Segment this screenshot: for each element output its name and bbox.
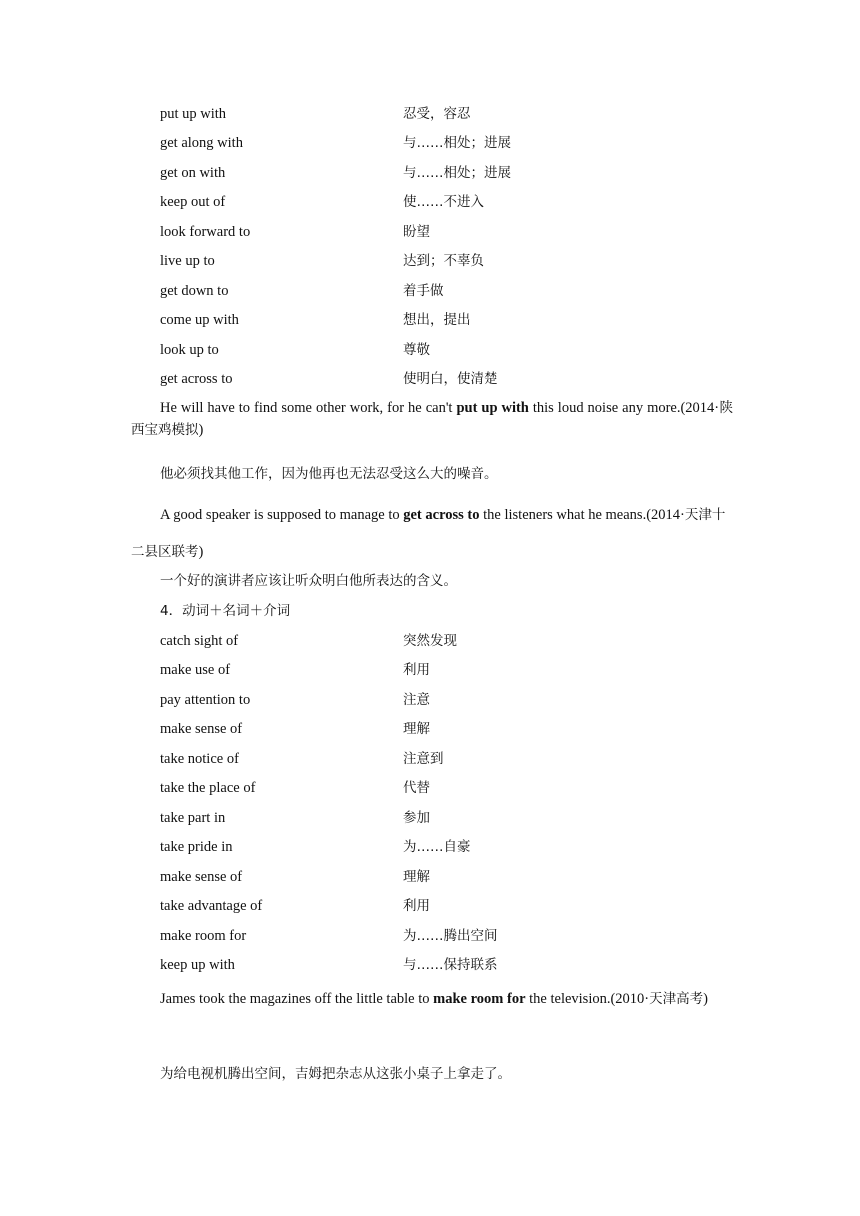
phrase-term: keep out of: [160, 194, 226, 210]
phrase-meaning: 着手做: [403, 283, 444, 299]
example-source: 陕西宝鸡模拟: [131, 400, 733, 438]
section-heading: 4．动词＋名词＋介词: [160, 603, 291, 619]
phrase-term: take the place of: [160, 780, 256, 796]
example-sentence-3: [131, 981, 733, 1018]
phrase-meaning: 达到；不辜负: [403, 253, 484, 269]
phrase-term: get down to: [160, 283, 229, 299]
phrase-term: take part in: [160, 810, 226, 826]
phrase-meaning: 代替: [403, 780, 430, 796]
phrase-term: get on with: [160, 165, 226, 181]
phrase-meaning: 注意到: [403, 751, 444, 767]
example-text: this loud noise any more.(2014·: [528, 400, 720, 416]
phrase-meaning: 使明白，使清楚: [403, 371, 498, 387]
example-text: ): [198, 544, 204, 560]
phrase-term: look forward to: [160, 224, 251, 240]
example-text: the listeners what he means.(2014·: [479, 507, 685, 523]
phrase-meaning: 为……腾出空间: [403, 928, 498, 944]
phrase-term: get along with: [160, 135, 243, 151]
example-source: 天津十二县区联考: [131, 507, 726, 560]
phrase-meaning: 与……保持联系: [403, 957, 498, 973]
example-translation-2: 一个好的演讲者应该让听众明白他所表达的含义。: [160, 573, 457, 589]
phrase-meaning: 突然发现: [403, 633, 457, 649]
phrase-meaning: 参加: [403, 810, 430, 826]
phrase-meaning: 使……不进入: [403, 194, 484, 210]
phrase-term: make room for: [160, 928, 247, 944]
phrase-term: live up to: [160, 253, 215, 269]
example-text: ): [703, 991, 708, 1007]
phrase-term: keep up with: [160, 957, 235, 973]
phrase-term: come up with: [160, 312, 239, 328]
example-text: James took the magazines off the little table to: [160, 991, 434, 1007]
example-translation-3: 为给电视机腾出空间，吉姆把杂志从这张小桌子上拿走了。: [160, 1066, 511, 1082]
phrase-meaning: 想出，提出: [403, 312, 471, 328]
phrase-term: take notice of: [160, 751, 239, 767]
phrase-term: take pride in: [160, 839, 233, 855]
example-highlight: make room for: [433, 991, 526, 1007]
phrase-meaning: 尊敬: [403, 342, 430, 358]
phrase-term: put up with: [160, 106, 227, 122]
phrase-meaning: 与……相处；进展: [403, 165, 511, 181]
phrase-term: look up to: [160, 342, 219, 358]
phrase-term: make use of: [160, 662, 231, 678]
example-sentence-2: [131, 497, 733, 571]
example-sentence-1: [131, 397, 733, 441]
example-text: ): [198, 422, 204, 438]
example-text: He will have to find some other work, for he can't: [160, 400, 457, 416]
example-source: 天津高考: [649, 991, 704, 1007]
phrase-term: pay attention to: [160, 692, 251, 708]
phrase-meaning: 为……自豪: [403, 839, 471, 855]
phrase-term: catch sight of: [160, 633, 239, 649]
example-text: the television.(2010·: [525, 991, 650, 1007]
phrase-term: take advantage of: [160, 898, 263, 914]
phrase-meaning: 忍受，容忍: [403, 106, 471, 122]
phrase-meaning: 理解: [403, 869, 430, 885]
phrase-term: get across to: [160, 371, 233, 387]
example-text: A good speaker is supposed to manage to: [160, 507, 404, 523]
phrase-meaning: 注意: [403, 692, 430, 708]
example-translation-1: 他必须找其他工作，因为他再也无法忍受这么大的噪音。: [160, 466, 498, 482]
example-highlight: put up with: [456, 400, 529, 416]
example-highlight: get across to: [403, 507, 480, 523]
phrase-meaning: 与……相处；进展: [403, 135, 511, 151]
phrase-meaning: 利用: [403, 662, 430, 678]
phrase-term: make sense of: [160, 721, 243, 737]
phrase-meaning: 盼望: [403, 224, 430, 240]
phrase-meaning: 利用: [403, 898, 430, 914]
phrase-term: make sense of: [160, 869, 243, 885]
phrase-meaning: 理解: [403, 721, 430, 737]
